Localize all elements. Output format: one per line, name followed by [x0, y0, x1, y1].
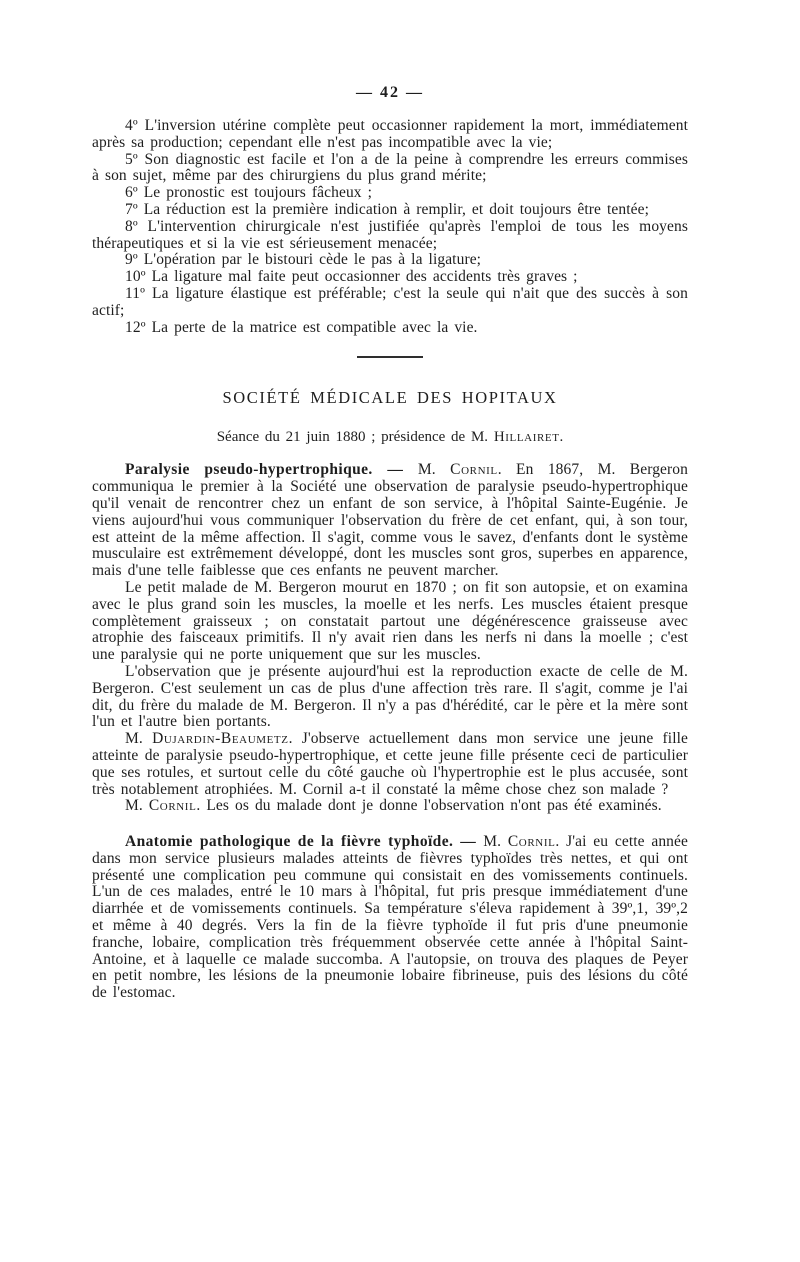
resolution-item: 11º La ligature élastique est préférable; c'est la seule qui n'ait que des succès à son actif;	[92, 284, 688, 319]
speaker-name: Cornil	[507, 833, 556, 851]
paragraph-dujardin-beaumetz	[92, 731, 688, 798]
session-subtitle-suffix: .	[559, 429, 564, 446]
speaker-name: Cornil	[450, 461, 498, 479]
paragraph-autopsie	[92, 580, 688, 664]
paragraph-paralysie-intro	[92, 462, 688, 580]
paragraph-text: . Les os du malade dont je donne l'observation n'ont pas été examinés.	[196, 797, 662, 815]
resolution-item: 9º L'opération par le bistouri cède le pas à la ligature;	[125, 251, 482, 269]
page-number: — 42 —	[356, 84, 424, 101]
resolution-item: 6º Le pronostic est toujours fâcheux ;	[125, 184, 373, 202]
paragraph-observation	[92, 664, 688, 731]
session-subtitle-prefix: Séance du 21 juin 1880 ; présidence de M.	[216, 429, 494, 446]
paragraph-text: . En 1867, M. Bergeron communiqua le premier à la Société une observation de paralysie pseudo-hypertrophique qu'il venait de rencontrer chez un enfant de son service, à l'hôpital Sainte-Eugénie. Je viens aujourd'hui vous communiquer l'observation du frère de cet enfant, qui, à son tour, est atteint de la même affection. Il s'agit, comme vous le savez, d'enfants dont le système musculaire est extrêmement développé, dont les muscles sont gros, superbes en apparence, mais d'une telle faiblesse que ces enfants ne peuvent marcher.	[92, 461, 688, 580]
paragraph-text: L'observation que je présente aujourd'hui est la reproduction exacte de celle de M. Bergeron. C'est seulement un cas de plus d'une affection très rare. Il s'agit, comme je l'ai dit, du frère du malade de M. Bergeron. Il n'y a pas d'hérédité, car le père et la mère sont l'un et l'autre bien portants.	[92, 662, 688, 731]
speaker-name: Dujardin-Beaumetz	[152, 730, 289, 748]
section-title: SOCIÉTÉ MÉDICALE DES HOPITAUX	[222, 388, 558, 408]
speaker-prefix: M.	[417, 461, 451, 479]
speaker-prefix: M.	[483, 833, 508, 851]
president-name: Hillairet	[493, 429, 560, 446]
communication-heading: Anatomie pathologique de la fièvre typhoïde. —	[125, 833, 484, 851]
session-subtitle	[92, 429, 688, 446]
section-divider	[357, 356, 423, 358]
paragraph-text: . J'observe actuellement dans mon service une jeune fille atteinte de paralysie pseudo-hypertrophique, et cette jeune fille présente ceci de particulier que ses rotules, et surtout celle du côté gauche où l'hypertrophie est le plus accusée, sont très notablement atrophiées. M. Cornil a-t il constaté la même chose chez son malade ?	[92, 730, 688, 798]
speaker-prefix: M.	[125, 797, 149, 815]
paragraph-cornil-reponse	[92, 798, 688, 815]
communication-heading: Paralysie pseudo-hypertrophique. —	[125, 461, 418, 479]
speaker-prefix: M.	[125, 730, 153, 748]
speaker-name: Cornil	[148, 797, 197, 815]
resolution-item: 8º L'intervention chirurgicale n'est justifiée qu'après l'emploi de tous les moyens thérapeutiques et si la vie est sérieusement menacée;	[92, 217, 688, 252]
paragraph-anatomie-typhoide	[92, 834, 688, 1002]
resolutions-list	[92, 118, 688, 336]
paragraph-text: . J'ai eu cette année dans mon service plusieurs malades atteints de fièvres typhoïdes très nettes, et qui ont présenté une complication peu commune qui consistait en des vomissements continuels. L'un de ces malades, entré le 10 mars à l'hôpital, fut pris presque immédiatement d'une diarrhée et de vomissements continuels. Sa température s'éleva rapidement à 39º,1, 39º,2 et même à 40 degrés. Vers la fin de la fièvre typhoïde il fut pris d'une pneumonie franche, lobaire, complication très fréquemment observée cette année à l'hôpital Saint-Antoine, et à laquelle ce malade succomba. A l'autopsie, on trouva des plaques de Peyer en petit nombre, les lésions de la pneumonie lobaire fibrineuse, puis des lésions du côté de l'estomac.	[92, 833, 688, 1002]
resolution-item: 4º L'inversion utérine complète peut occasionner rapidement la mort, immédiatement après sa production; cependant elle n'est pas incompatible avec la vie;	[92, 117, 688, 151]
resolution-item: 7º La réduction est la première indication à remplir, et doit toujours être tentée;	[125, 200, 649, 218]
resolution-item: 12º La perte de la matrice est compatible avec la vie.	[125, 318, 478, 336]
resolution-item: 5º Son diagnostic est facile et l'on a de la peine à comprendre les erreurs commises à son sujet, même par des chirurgiens du plus grand mérite;	[92, 150, 688, 185]
resolution-item: 10º La ligature mal faite peut occasionner des accidents très graves ;	[125, 268, 578, 286]
paragraph-text: Le petit malade de M. Bergeron mourut en 1870 ; on fit son autopsie, et on examina avec le plus grand soin les muscles, la moelle et les nerfs. Les muscles étaient presque complètement graisseux ; on constatait partout une dégénérescence graisseuse avec atrophie des faisceaux primitifs. Il n'y avait rien dans les nerfs ni dans la moelle ; c'est une paralysie qui ne porte uniquement que sur les muscles.	[92, 578, 688, 664]
